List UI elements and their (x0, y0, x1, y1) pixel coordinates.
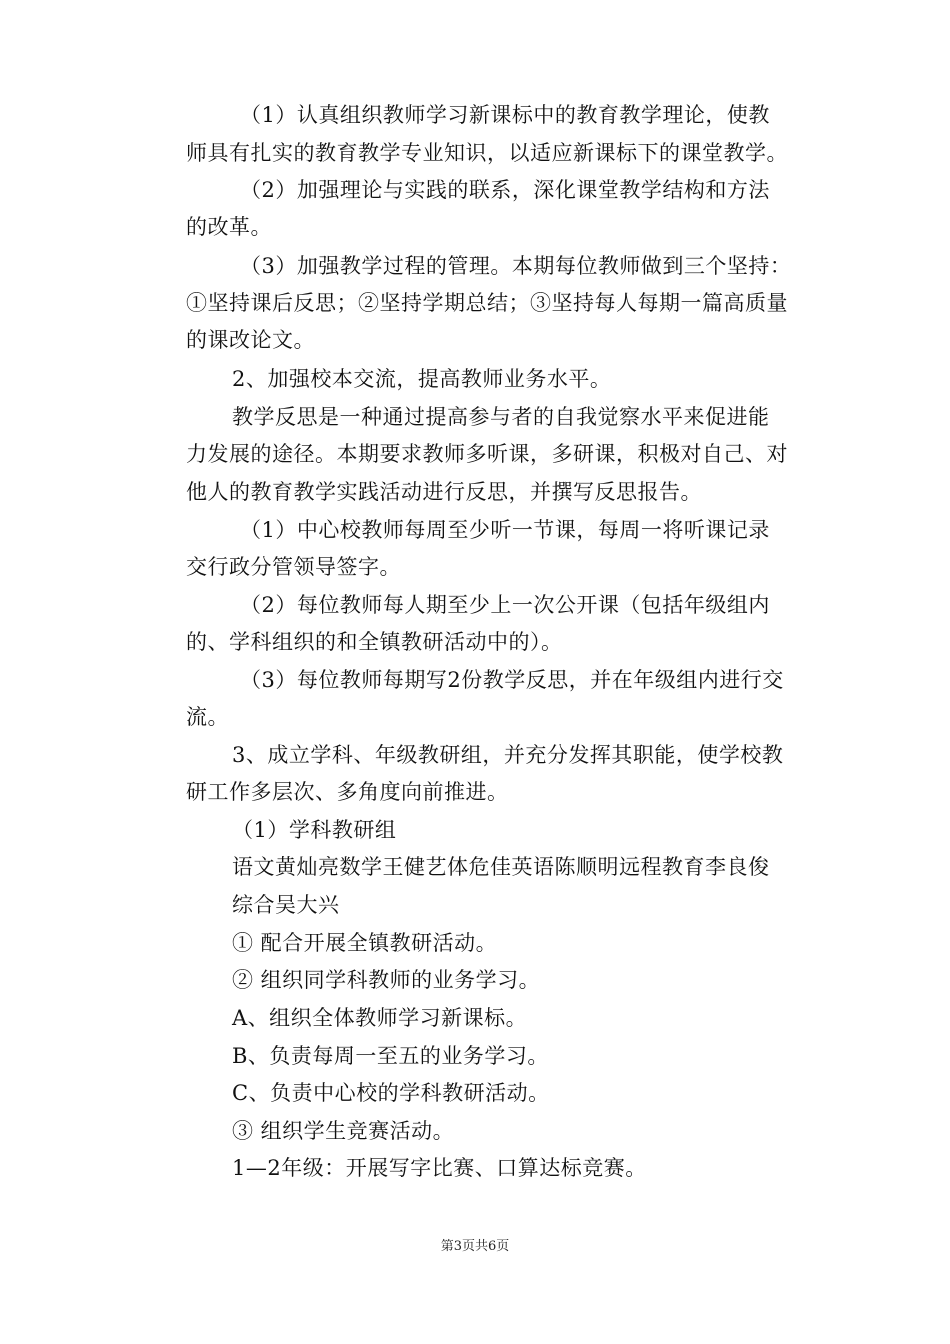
paragraph-line: 的课改论文。 (186, 328, 315, 352)
paragraph-line: ① 配合开展全镇教研活动。 (232, 931, 498, 955)
paragraph-line: （1）学科教研组 (232, 818, 397, 842)
paragraph-line: B、负责每周一至五的业务学习。 (232, 1044, 549, 1068)
paragraph-line: （2）加强理论与实践的联系，深化课堂教学结构和方法 (240, 178, 770, 202)
paragraph-line: 他人的教育教学实践活动进行反思，并撰写反思报告。 (186, 480, 702, 504)
paragraph-line: （3）每位教师每期写2份教学反思，并在年级组内进行交 (240, 668, 784, 692)
paragraph-line: 语文黄灿亮数学王健艺体危佳英语陈顺明远程教育李良俊 (232, 855, 770, 879)
paragraph-line: C、负责中心校的学科教研活动。 (232, 1081, 550, 1105)
paragraph-line: （3）加强教学过程的管理。本期每位教师做到三个坚持： (240, 254, 792, 278)
paragraph-line: 综合吴大兴 (232, 893, 340, 917)
paragraph-line: 流。 (186, 705, 229, 729)
paragraph-line: （1）认真组织教师学习新课标中的教育教学理论，使教 (240, 103, 770, 127)
paragraph-line: A、组织全体教师学习新课标。 (232, 1006, 528, 1030)
paragraph-line: 教学反思是一种通过提高参与者的自我觉察水平来促进能 (232, 405, 770, 429)
paragraph-line: 的、学科组织的和全镇教研活动中的）。 (186, 630, 563, 654)
paragraph-line: 研工作多层次、多角度向前推进。 (186, 780, 509, 804)
paragraph-line: ①坚持课后反思；②坚持学期总结；③坚持每人每期一篇高质量 (186, 291, 788, 315)
paragraph-line: 交行政分管领导签字。 (186, 555, 401, 579)
paragraph-line: （2）每位教师每人期至少上一次公开课（包括年级组内 (240, 593, 770, 617)
paragraph-line: ② 组织同学科教师的业务学习。 (232, 968, 541, 992)
paragraph-line: 1—2年级：开展写字比赛、口算达标竞赛。 (232, 1156, 647, 1180)
paragraph-line: 3、成立学科、年级教研组，并充分发挥其职能，使学校教 (232, 743, 784, 767)
page-number-footer: 第3页共6页 (440, 1239, 510, 1254)
paragraph-line: （1）中心校教师每周至少听一节课，每周一将听课记录 (240, 518, 770, 542)
paragraph-line: 师具有扎实的教育教学专业知识，以适应新课标下的课堂教学。 (186, 141, 788, 165)
paragraph-line: 2、加强校本交流，提高教师业务水平。 (232, 367, 612, 391)
paragraph-line: ③ 组织学生竞赛活动。 (232, 1119, 455, 1143)
paragraph-line: 力发展的途径。本期要求教师多听课，多研课，积极对自己、对 (186, 442, 788, 466)
paragraph-line: 的改革。 (186, 215, 272, 239)
